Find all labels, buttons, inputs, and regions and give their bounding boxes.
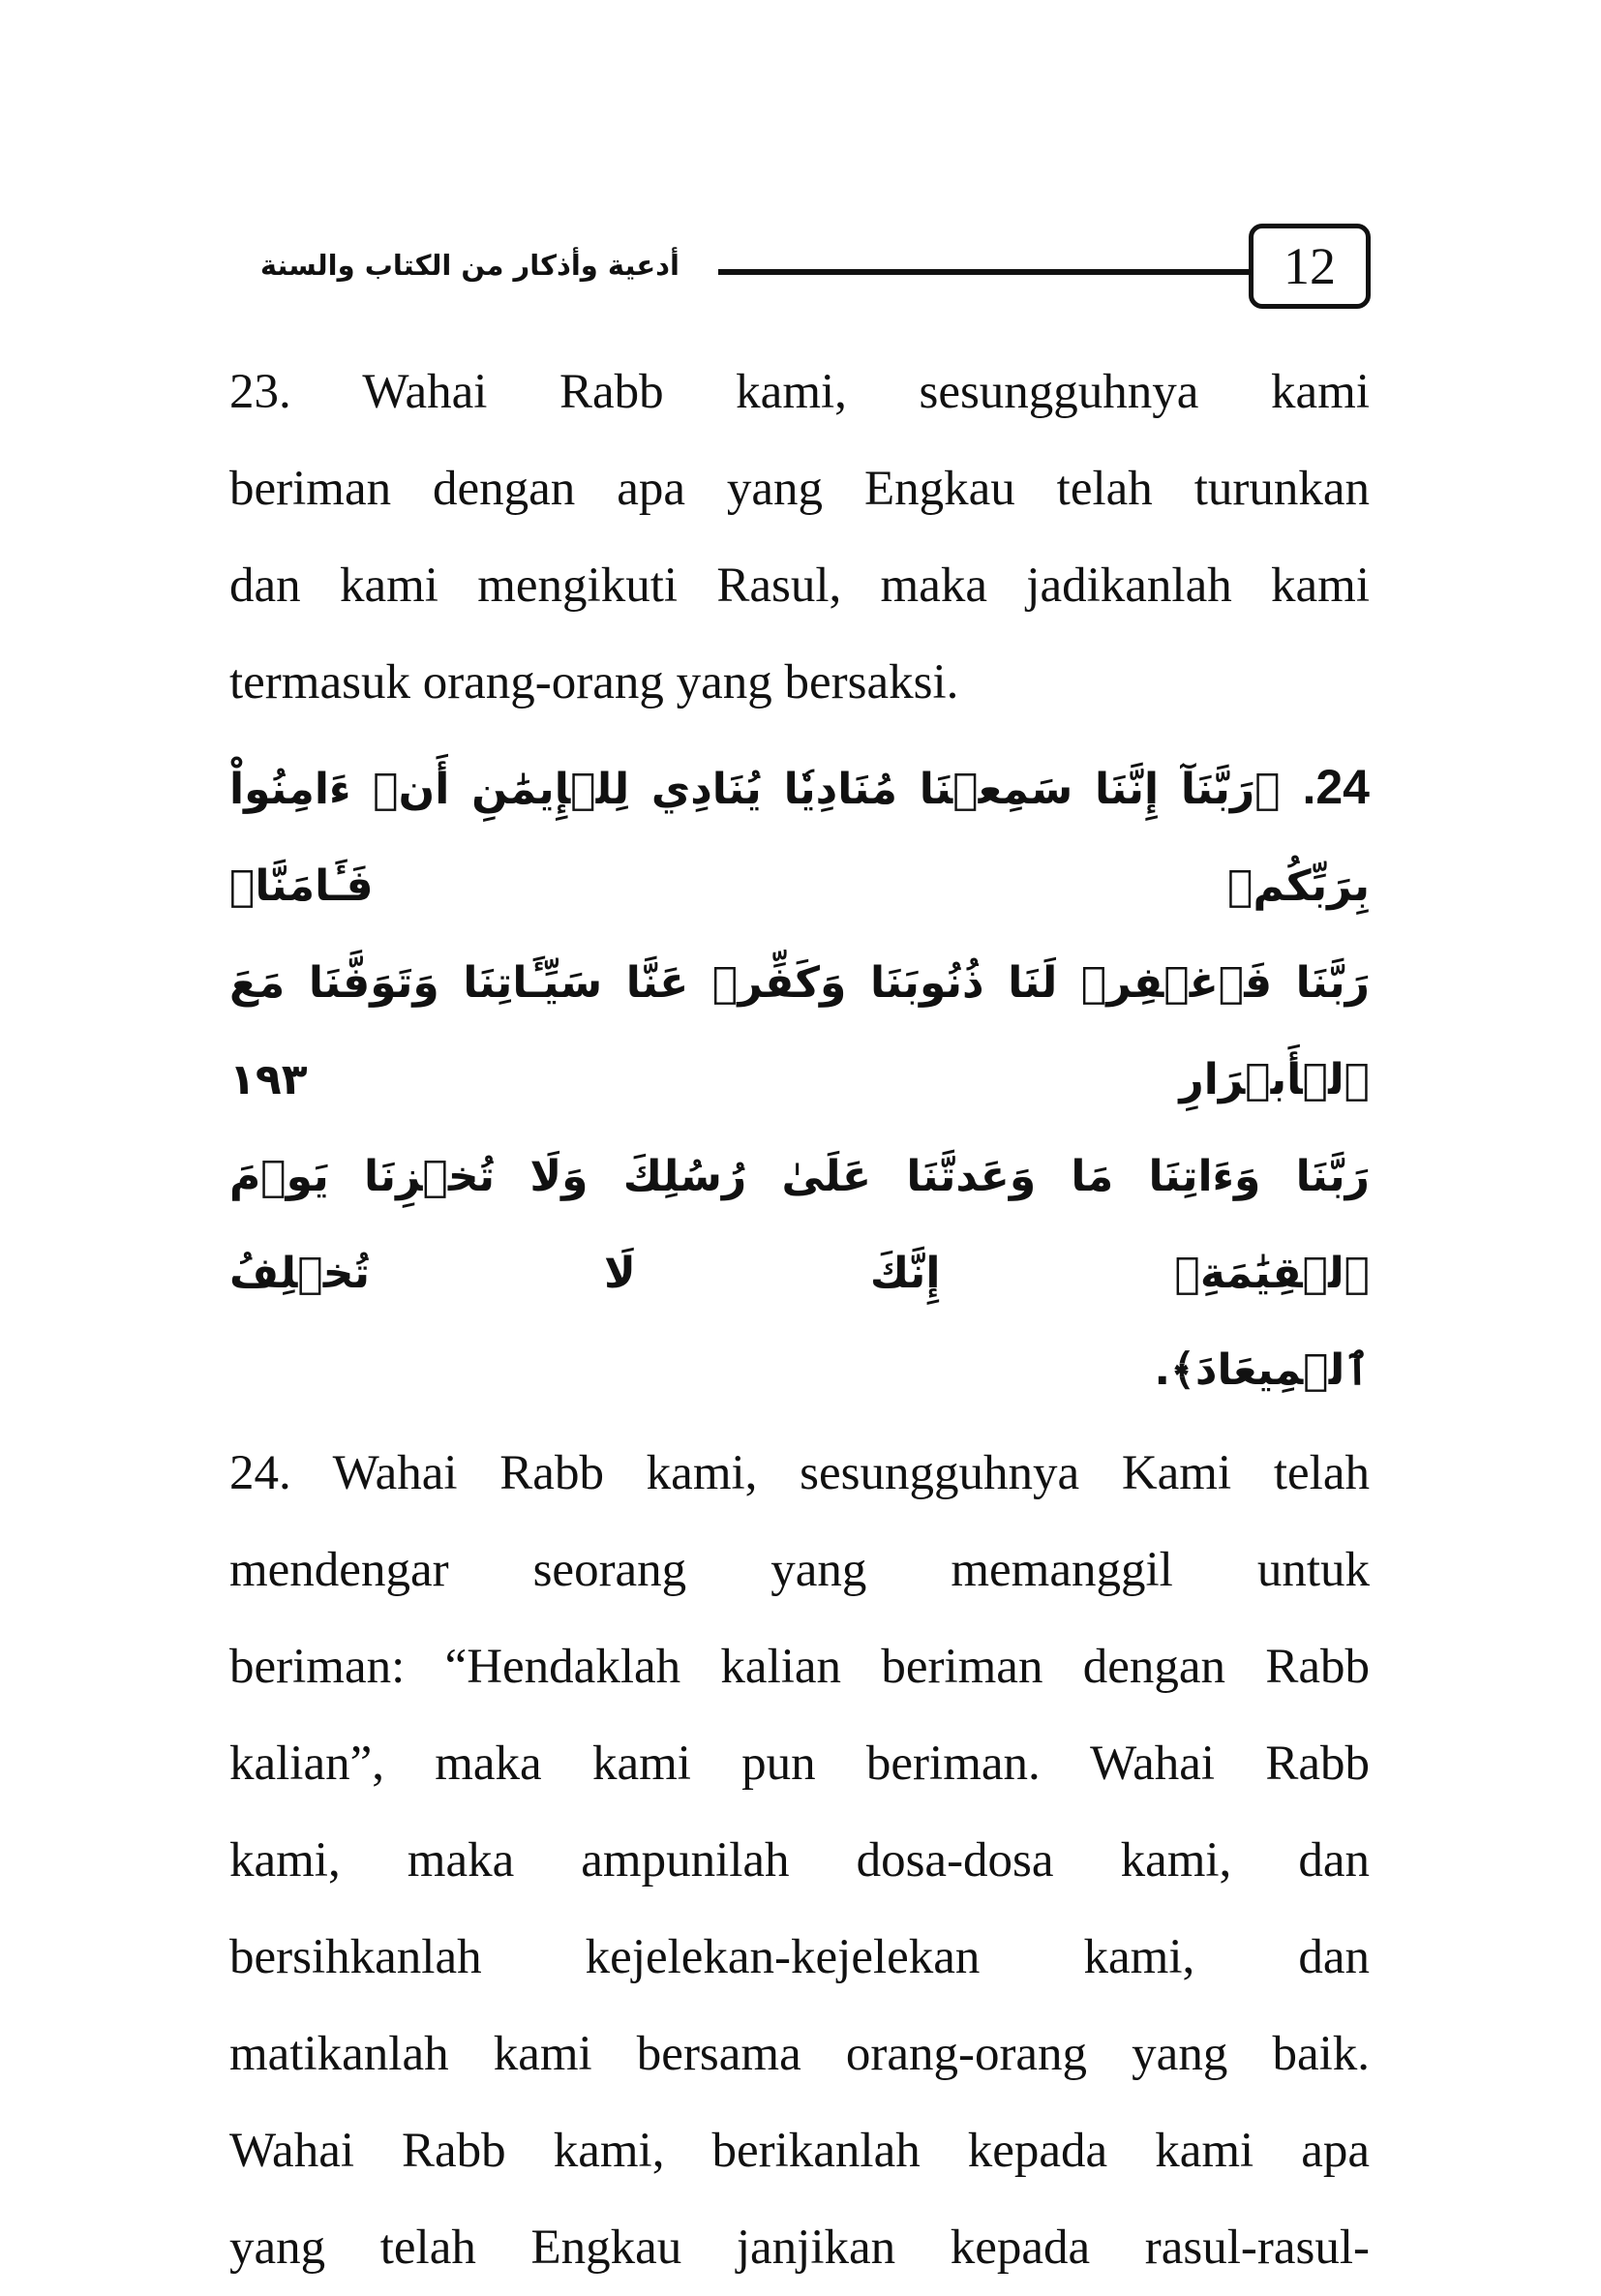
running-title: أدعية وأذكار من الكتاب والسنة (259, 249, 680, 282)
arabic-line-4: ٱلۡمِيعَادَ﴾. (1154, 1345, 1370, 1395)
text-line: matikanlah kami bersama orang-orang yang baik. (229, 2027, 1370, 2081)
text-line: dan kami mengikuti Rasul, maka jadikanlah kami (229, 559, 1370, 613)
arabic-verse-24 (229, 739, 1370, 1419)
text-line: kami, maka ampunilah dosa-dosa kami, dan (229, 1833, 1370, 1888)
text-line: yang telah Engkau janjikan kepada rasul-rasul- (229, 2220, 1370, 2275)
paragraph-23 (229, 344, 1370, 731)
page-number: 12 (1249, 224, 1371, 309)
verse-number: 24. (1302, 760, 1370, 814)
arabic-text: ﴿رَبَّنَآ إِنَّنَا سَمِعۡنَا مُنَادِيٗا يُنَادِي لِلۡإِيمَٰنِ أَنۡ ءَامِنُواْ بِرَبِّكُمۡ فَـَٔامَنَّاۚ (229, 765, 1370, 911)
arabic-line-3: رَبَّنَا وَءَاتِنَا مَا وَعَدتَّنَا عَلَىٰ رُسُلِكَ وَلَا تُخۡزِنَا يَوۡمَ ٱلۡقِيَٰمَةِۗ إِنَّكَ لَا تُخۡلِفُ (229, 1152, 1370, 1298)
text-line: mendengar seorang yang memanggil untuk (229, 1543, 1370, 1597)
text-line: kalian”, maka kami pun beriman. Wahai Rabb (229, 1737, 1370, 1791)
text-line: termasuk orang-orang yang bersaksi. (229, 655, 959, 710)
header-rule (718, 269, 1249, 275)
text-line: bersihkanlah kejelekan-kejelekan kami, dan (229, 1930, 1370, 1984)
text-line: Wahai Rabb kami, berikanlah kepada kami apa (229, 2124, 1370, 2178)
text-line: 24. Wahai Rabb kami, sesungguhnya Kami telah (229, 1446, 1370, 1500)
paragraph-24 (229, 1425, 1370, 2296)
page-header (0, 221, 1601, 317)
page-body (229, 344, 1370, 2296)
arabic-line-2: رَبَّنَا فَٱغۡفِرۡ لَنَا ذُنُوبَنَا وَكَفِّرۡ عَنَّا سَيِّـَٔاتِنَا وَتَوَفَّنَا مَعَ ٱلۡأَبۡرَارِ ١٩٣ (229, 958, 1370, 1104)
text-line: beriman dengan apa yang Engkau telah turunkan (229, 462, 1370, 516)
text-line: 23. Wahai Rabb kami, sesungguhnya kami (229, 365, 1370, 419)
text-line: beriman: “Hendaklah kalian beriman dengan Rabb (229, 1640, 1370, 1694)
arabic-line-1 (229, 739, 1370, 935)
